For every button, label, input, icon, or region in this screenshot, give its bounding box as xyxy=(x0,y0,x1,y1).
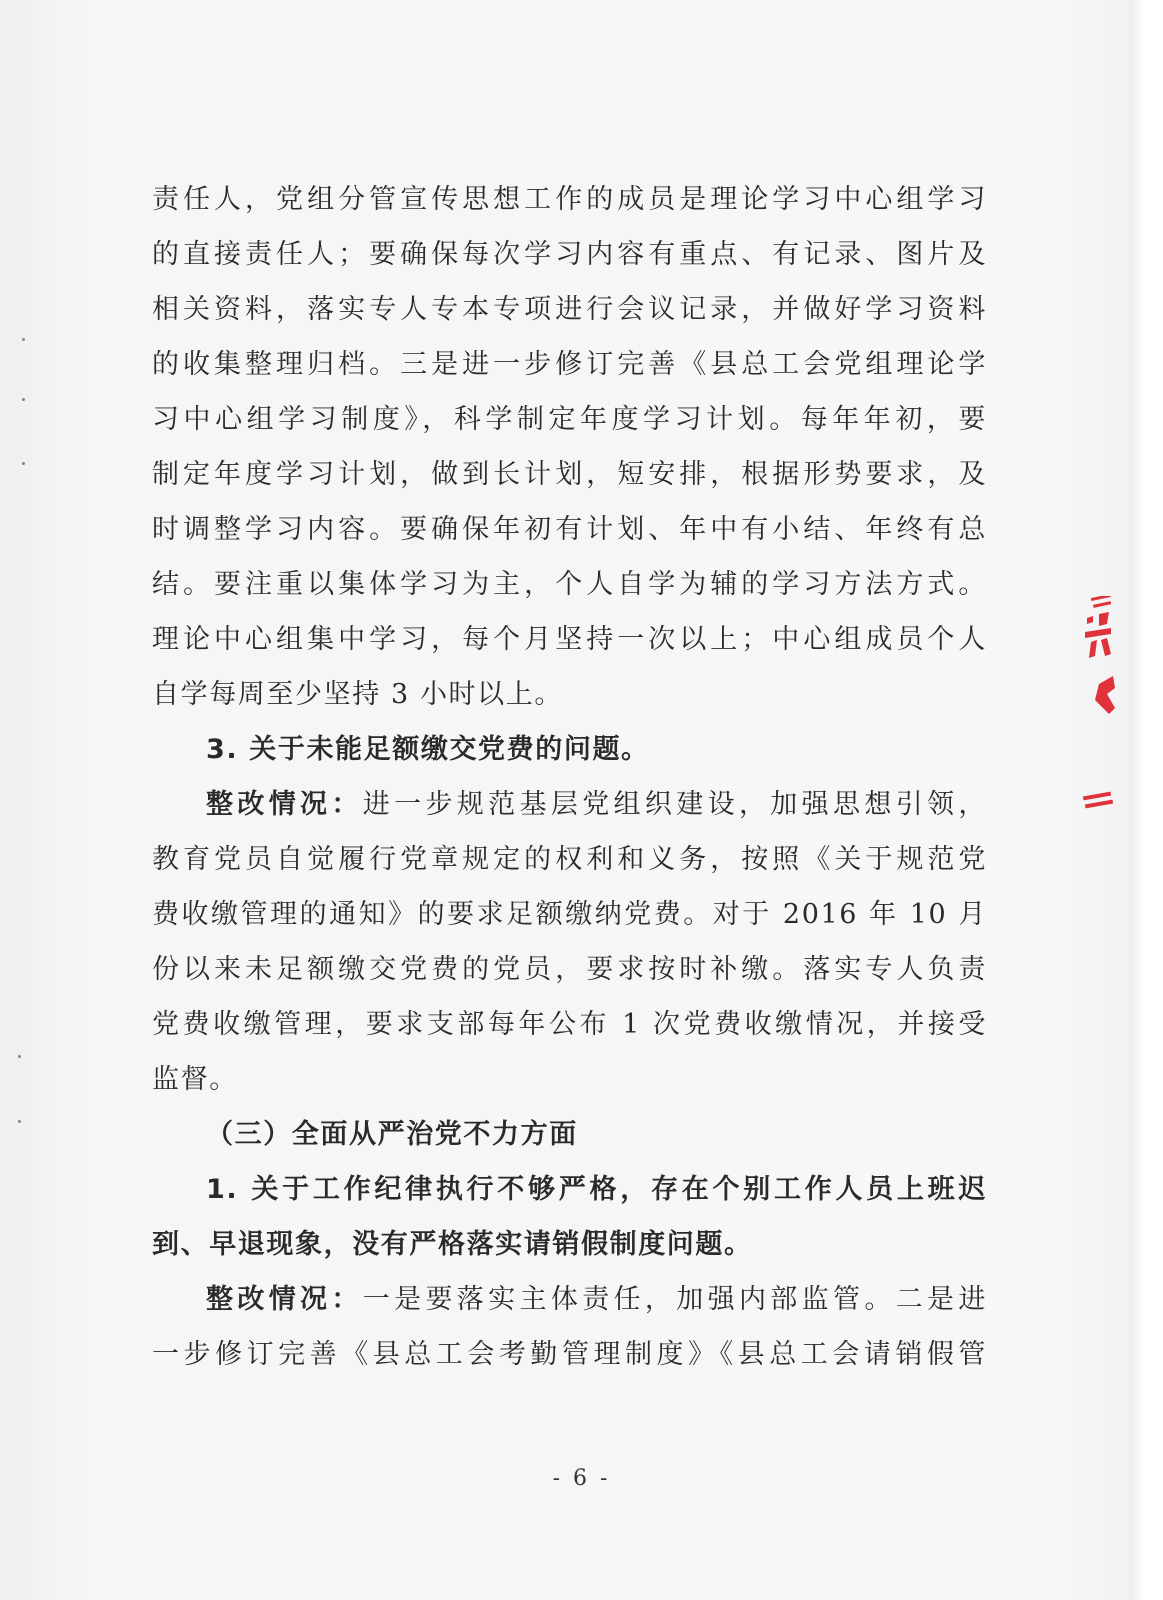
line-text: （三）全面从严治党不力方面 xyxy=(206,1119,578,1150)
scan-speck xyxy=(22,338,25,341)
line-text: 的收集整理归档。三是进一步修订完善《县总工会党组理论学 xyxy=(152,349,987,380)
line-text: 党费收缴管理，要求支部每年公布 1 次党费收缴情况，并接受 xyxy=(152,1009,987,1040)
text-line xyxy=(152,1052,987,1107)
line-text: 时调整学习内容。要确保年初有计划、年中有小结、年终有总 xyxy=(152,514,987,545)
line-text: 理论中心组集中学习，每个月坚持一次以上；中心组成员个人 xyxy=(152,624,987,655)
line-text: 教育党员自觉履行党章规定的权利和义务，按照《关于规范党 xyxy=(152,844,987,875)
scan-speck xyxy=(18,1120,21,1123)
text-line xyxy=(152,1272,987,1327)
text-line xyxy=(152,887,987,942)
text-line xyxy=(152,392,987,447)
text-line xyxy=(152,722,987,777)
text-line xyxy=(152,997,987,1052)
lead-label: 整改情况： xyxy=(206,789,363,820)
text-line xyxy=(152,1107,987,1162)
line-text: 一是要落实主体责任，加强内部监管。二是进 xyxy=(362,1284,987,1315)
text-line xyxy=(152,447,987,502)
lead-label: 整改情况： xyxy=(206,1284,363,1315)
text-line xyxy=(152,612,987,667)
line-text: 费收缴管理的通知》的要求足额缴纳党费。对于 2016 年 10 月 xyxy=(152,899,987,930)
text-line xyxy=(152,942,987,997)
scan-edge xyxy=(1129,0,1163,1600)
line-text: 3. 关于未能足额缴交党费的问题。 xyxy=(206,734,650,765)
text-line xyxy=(152,227,987,282)
seal-stamp-fragment xyxy=(1077,596,1121,826)
line-text: 的直接责任人；要确保每次学习内容有重点、有记录、图片及 xyxy=(152,239,987,270)
text-line xyxy=(152,1162,987,1217)
line-text: 一步修订完善《县总工会考勤管理制度》《县总工会请销假管 xyxy=(152,1339,987,1370)
line-text: 自学每周至少坚持 3 小时以上。 xyxy=(152,679,563,710)
line-text: 到、早退现象，没有严格落实请销假制度问题。 xyxy=(152,1229,753,1260)
line-text: 份以来未足额缴交党费的党员，要求按时补缴。落实专人负责 xyxy=(152,954,987,985)
line-text: 制定年度学习计划，做到长计划，短安排，根据形势要求，及 xyxy=(152,459,987,490)
text-line xyxy=(152,282,987,337)
line-text: 监督。 xyxy=(152,1064,238,1095)
line-text: 进一步规范基层党组织建设，加强思想引领， xyxy=(362,789,987,820)
line-text: 责任人，党组分管宣传思想工作的成员是理论学习中心组学习 xyxy=(152,184,987,215)
text-line xyxy=(152,667,987,722)
text-line xyxy=(152,1217,987,1272)
text-line xyxy=(152,502,987,557)
text-line xyxy=(152,1327,987,1382)
line-text: 习中心组学习制度》，科学制定年度学习计划。每年年初，要 xyxy=(152,404,987,435)
scan-speck xyxy=(18,1055,21,1058)
text-line xyxy=(152,557,987,612)
text-line xyxy=(152,777,987,832)
scan-speck xyxy=(22,462,25,465)
page-number: - 6 - xyxy=(552,1466,611,1491)
text-line xyxy=(152,832,987,887)
line-text: 1. 关于工作纪律执行不够严格，存在个别工作人员上班迟 xyxy=(206,1174,987,1205)
text-line xyxy=(152,337,987,392)
scan-speck xyxy=(22,398,25,401)
line-text: 结。要注重以集体学习为主，个人自学为辅的学习方法方式。 xyxy=(152,569,987,600)
line-text: 相关资料，落实专人专本专项进行会议记录，并做好学习资料 xyxy=(152,294,987,325)
text-line xyxy=(152,172,987,227)
body-text xyxy=(152,172,987,1382)
